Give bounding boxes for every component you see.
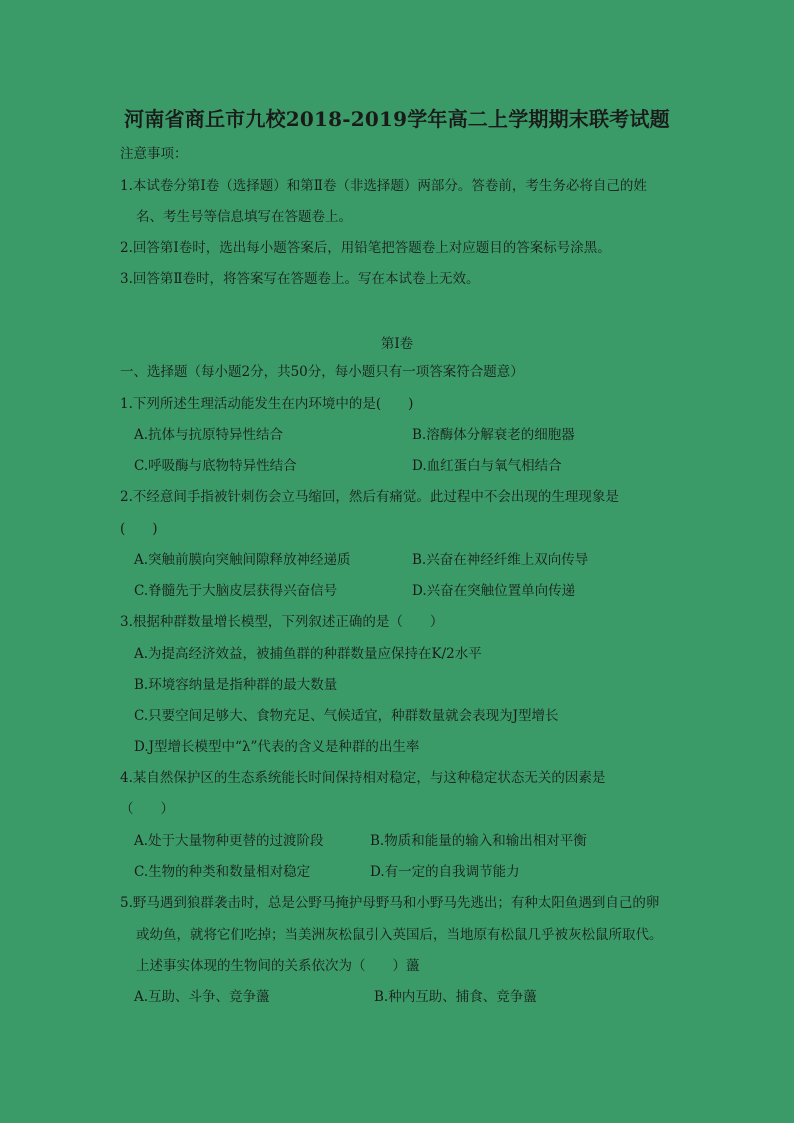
question-3-option-a: A.为提高经济效益，被捕鱼群的种群数量应保持在K/2水平 [134, 646, 482, 662]
section-heading: 一、选择题（每小题2分，共50分，每小题只有一项答案符合题意） [120, 364, 524, 380]
question-4-option-c: C.生物的种类和数量相对稳定 [134, 864, 311, 880]
question-3-stem: 3.根据种群数量增长模型，下列叙述正确的是（ ） [120, 614, 444, 630]
question-5-option-b: B.种内互助、捕食、竞争蘯 [374, 989, 537, 1005]
question-4-option-a: A.处于大量物种更替的过渡阶段 [134, 833, 324, 849]
part-heading: 第Ⅰ卷 [380, 336, 414, 352]
question-5-stem: 5.野马遇到狼群袭击时，总是公野马掩护母野马和小野马先逃出；有种太阳鱼遇到自己的卵 [120, 895, 660, 911]
question-2-stem: 2.不经意间手指被针刺伤会立马缩回，然后有痛觉。此过程中不会出现的生理现象是 [120, 489, 619, 505]
question-1-stem: 1.下列所述生理活动能发生在内环境中的是( ) [120, 396, 414, 412]
question-3-option-d: D.J型增长模型中“λ”代表的含义是种群的出生率 [134, 739, 420, 755]
question-4-stem-continued: （ ） [120, 801, 174, 817]
document-title: 河南省商丘市九校2018-2019学年高二上学期期末联考试题 [124, 107, 670, 131]
notice-1: 1.本试卷分第Ⅰ卷（选择题）和第Ⅱ卷（非选择题）两部分。答卷前，考生务必将自己的姓 [120, 178, 647, 194]
question-1-option-b: B.溶酶体分解衰老的细胞器 [412, 427, 575, 443]
question-2-option-a: A.突触前膜向突触间隙释放神经递质 [134, 552, 351, 568]
notice-3: 3.回答第Ⅱ卷时，将答案写在答题卷上。写在本试卷上无效。 [120, 271, 480, 287]
question-2-option-d: D.兴奋在突触位置单向传递 [412, 583, 576, 599]
question-1-option-d: D.血红蛋白与氧气相结合 [412, 458, 562, 474]
question-5-stem-continued: 或幼鱼，就将它们吃掉；当美洲灰松鼠引入英国后，当地原有松鼠几乎被灰松鼠所取代。 [136, 927, 663, 943]
question-3-option-c: C.只要空间足够大、食物充足、气候适宜，种群数量就会表现为J型增长 [134, 708, 559, 724]
question-4-option-d: D.有一定的自我调节能力 [370, 864, 520, 880]
question-1-option-c: C.呼吸酶与底物特异性结合 [134, 458, 297, 474]
notice-1-continued: 名、考生号等信息填写在答题卷上。 [136, 209, 352, 225]
question-4-stem: 4.某自然保护区的生态系统能长时间保持相对稳定，与这种稳定状态无关的因素是 [120, 770, 606, 786]
notice-2: 2.回答第Ⅰ卷时，选出每小题答案后，用铅笔把答题卷上对应题目的答案标号涂黑。 [120, 240, 611, 256]
question-2-option-c: C.脊髓先于大脑皮层获得兴奋信号 [134, 583, 338, 599]
question-1-option-a: A.抗体与抗原特异性结合 [134, 427, 284, 443]
question-2-stem-continued: ( ) [120, 521, 158, 537]
notice-heading: 注意事项： [120, 146, 188, 162]
question-4-option-b: B.物质和能量的输入和输出相对平衡 [370, 833, 587, 849]
question-2-option-b: B.兴奋在神经纤维上双向传导 [412, 552, 589, 568]
question-3-option-b: B.环境容纳量是指种群的最大数量 [134, 677, 338, 693]
question-5-option-a: A.互助、斗争、竞争蘯 [134, 989, 270, 1005]
question-5-stem-continued-2: 上述事实体现的生物间的关系依次为（ ）蘯 [136, 958, 420, 974]
